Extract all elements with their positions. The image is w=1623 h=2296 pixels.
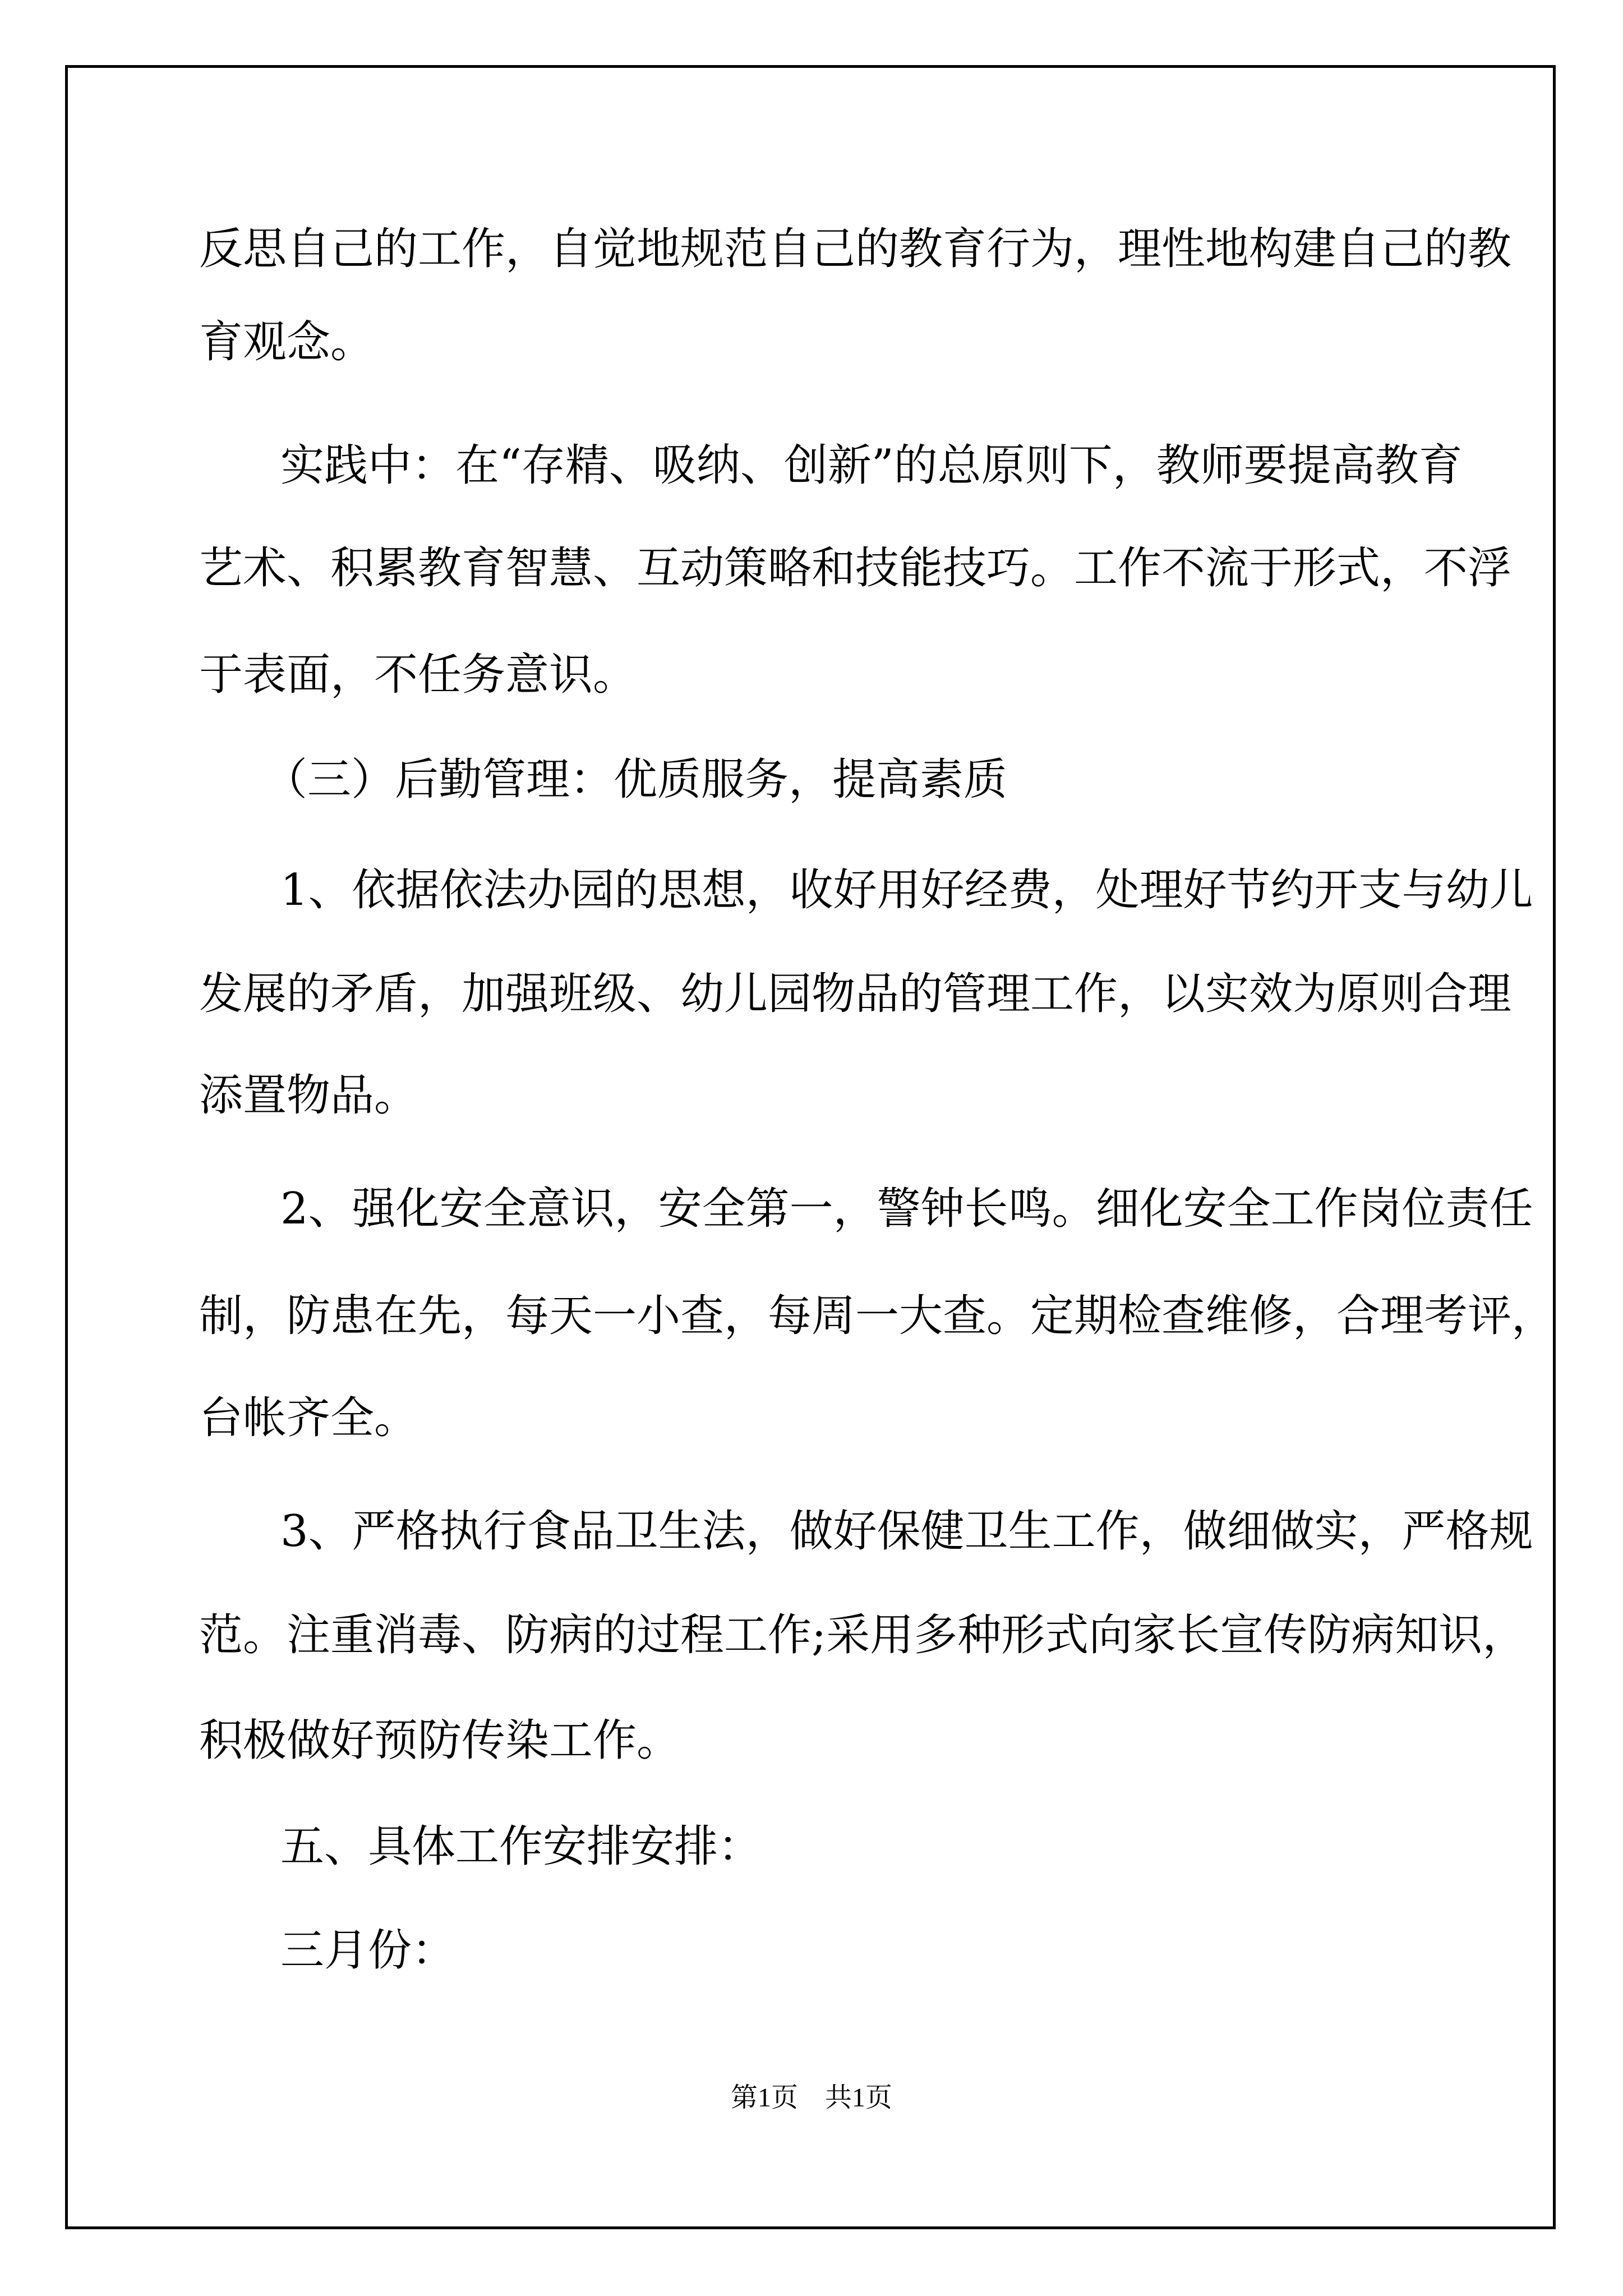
body-text-line: 制，防患在先，每天一小查，每周一大查。定期检查维修，合理考评， bbox=[199, 1291, 1556, 1341]
body-text-line: 范。注重消毒、防病的过程工作;采用多种形式向家长宣传防病知识， bbox=[199, 1610, 1527, 1660]
body-text-line: 添置物品。 bbox=[199, 1070, 418, 1121]
paragraph-first-line: 2、强化安全意识，安全第一，警钟长鸣。细化安全工作岗位责任 bbox=[280, 1184, 1533, 1234]
paragraph-first-line: 实践中：在“存精、吸纳、创新”的总原则下，教师要提高教育 bbox=[280, 440, 1463, 491]
body-text-line: 台帐齐全。 bbox=[199, 1393, 418, 1443]
section-heading: （三）后勤管理：优质服务，提高素质 bbox=[264, 754, 1008, 805]
subsection-heading: 三月份： bbox=[280, 1925, 456, 1976]
body-text-line: 发展的矛盾，加强班级、幼儿园物品的管理工作，以实效为原则合理 bbox=[199, 969, 1512, 1019]
body-text-line: 积极做好预防传染工作。 bbox=[199, 1715, 681, 1766]
section-heading: 五、具体工作安排安排： bbox=[280, 1821, 762, 1872]
paragraph-first-line: 3、严格执行食品卫生法，做好保健卫生工作，做细做实，严格规 bbox=[280, 1506, 1533, 1557]
body-text-line: 于表面，不任务意识。 bbox=[199, 650, 637, 700]
body-text-line: 反思自己的工作，自觉地规范自己的教育行为，理性地构建自己的教 bbox=[199, 224, 1512, 274]
paragraph-first-line: 1、依据依法办园的思想，收好用好经费，处理好节约开支与幼儿 bbox=[280, 865, 1533, 915]
page-border bbox=[65, 65, 1556, 2229]
body-text-line: 艺术、积累教育智慧、互动策略和技能技巧。工作不流于形式，不浮 bbox=[199, 543, 1512, 593]
page-number-footer: 第1页 共1页 bbox=[730, 2083, 892, 2113]
body-text-line: 育观念。 bbox=[199, 317, 375, 367]
